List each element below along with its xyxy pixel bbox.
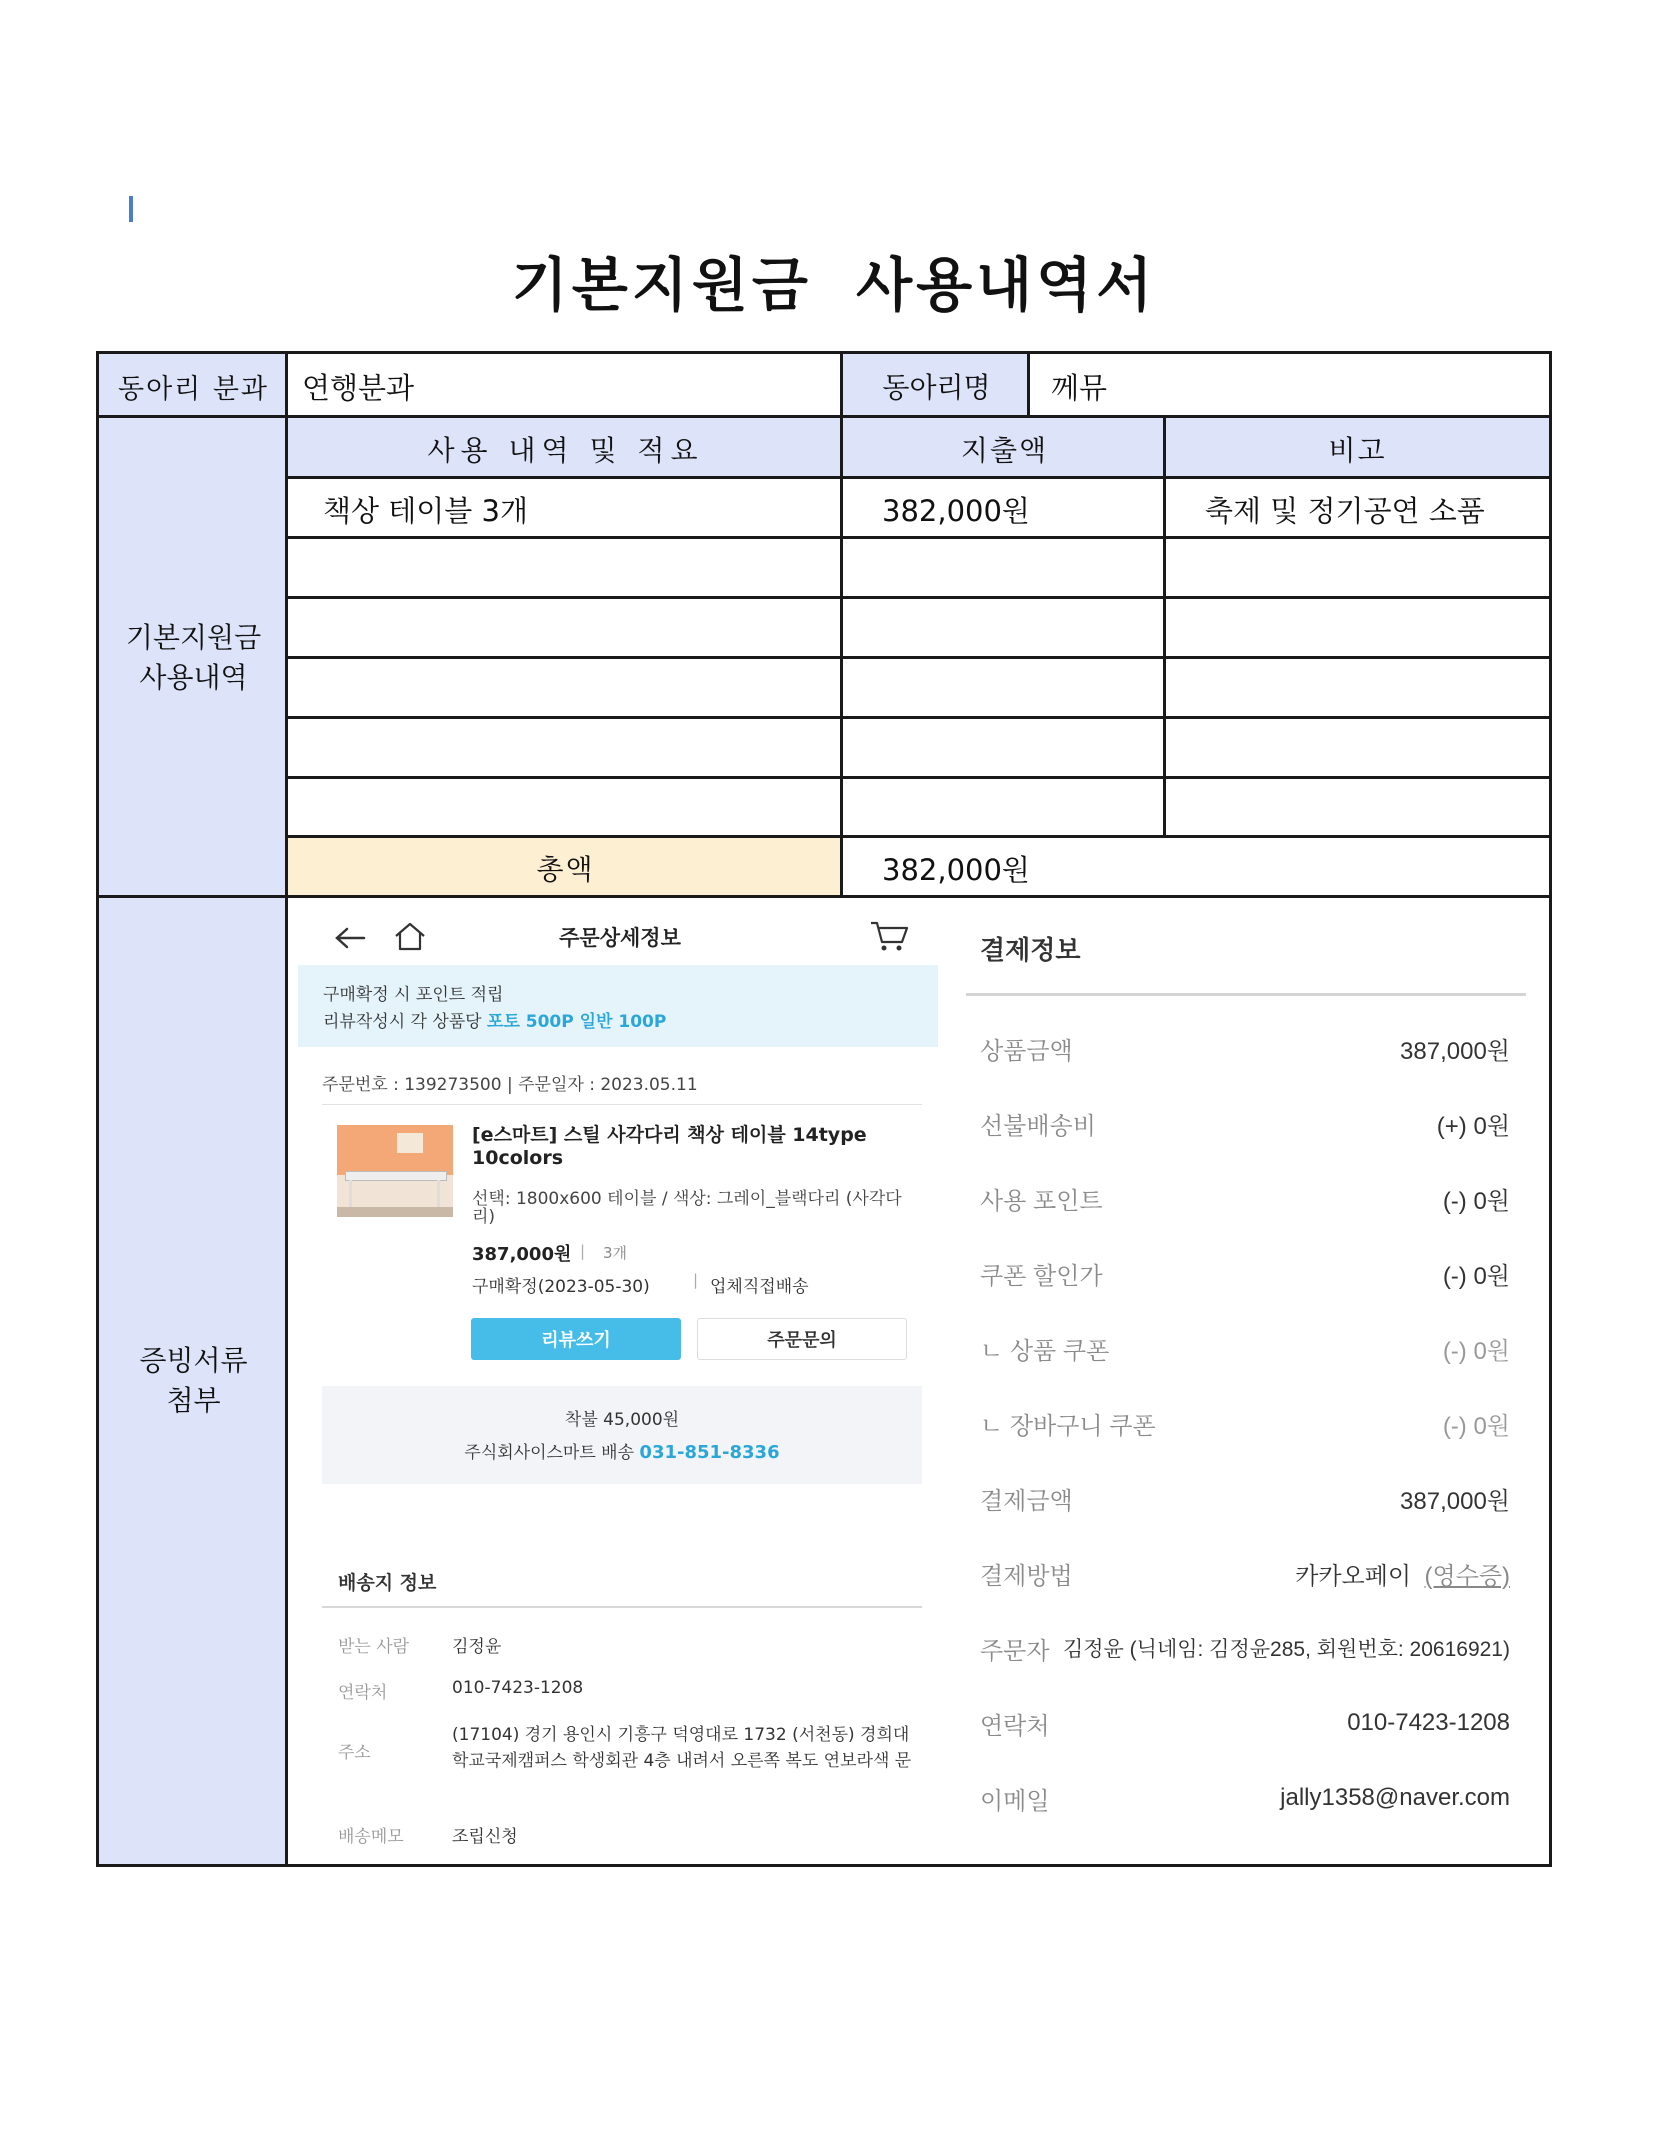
back-arrow-icon[interactable] [332,924,368,952]
payment-row [980,1403,1510,1443]
usage-row-amount: 382,000원 [882,493,1030,528]
product-option: 선택: 1800x600 테이블 / 색상: 그레이_블랙다리 (사각다리) [472,1189,902,1227]
order-page-title: 주문상세정보 [559,926,681,950]
product-name[interactable]: [e스마트] 스틸 사각다리 책상 테이블 14type 10colors [472,1124,867,1169]
club-name-label: 동아리명 [882,371,991,404]
payment-value: (+) 0원 [1436,1112,1510,1140]
club-name-value: 께뮤 [1051,370,1108,405]
thumbnail-leg [437,1180,440,1210]
grid-line [840,354,843,898]
receipt-link[interactable]: (영수증) [1424,1562,1510,1590]
grid-line [99,415,1549,418]
grid-line [288,596,1549,599]
status-divider: | [693,1271,699,1289]
delivery-value: 010-7423-1208 [452,1678,584,1698]
grid-line [285,354,288,1864]
inquiry-button[interactable]: 주문문의 [697,1318,907,1360]
usage-row-item [323,719,833,779]
shipping-fee: 착불 45,000원 [564,1410,680,1430]
col-header-note: 비고 [1328,433,1387,467]
grid-line [288,536,1549,539]
grid-line [1027,354,1030,418]
payment-value: 010-7423-1208 [1347,1709,1510,1736]
delivery-value: 조립신청 [452,1827,518,1847]
thumbnail-floor [337,1207,453,1217]
payment-row [980,1703,1510,1743]
payment-row [980,1103,1510,1143]
payment-label: 결제금액 [980,1487,1073,1515]
usage-row-item [323,779,833,839]
payment-label: ㄴ 장바구니 쿠폰 [980,1412,1156,1440]
delivery-label: 연락처 [338,1683,388,1703]
usage-row-item: 책상 테이블 3개 [323,494,528,528]
usage-row-item [323,539,833,599]
payment-label: 연락처 [980,1712,1050,1740]
payment-value: (-) 0원 [1442,1187,1510,1215]
thumbnail-wall [337,1125,453,1175]
review-button[interactable]: 리뷰쓰기 [471,1318,681,1360]
payment-value: (-) 0원 [1442,1412,1510,1440]
banner-line-1: 구매확정 시 포인트 적립 [323,985,504,1005]
seller-info [322,1438,922,1463]
home-icon[interactable] [392,920,428,952]
payment-label: 결제방법 [980,1562,1073,1590]
cart-icon[interactable] [868,918,910,954]
order-status: 구매확정(2023-05-30) [472,1277,650,1297]
category-label: 동아리 분과 [118,373,269,405]
payment-row [980,1253,1510,1293]
product-qty: 3개 [603,1244,628,1262]
total-value: 382,000원 [882,852,1030,887]
payment-value: (-) 0원 [1442,1262,1510,1290]
banner-highlight: 포토 500P 일반 100P [487,1012,667,1032]
payment-row [980,1553,1510,1593]
usage-section-label: 기본지원금 사용내역 [125,621,262,694]
col-header-amount: 지출액 [960,433,1049,467]
payment-title: 결제정보 [980,935,1081,965]
payment-row [980,1478,1510,1518]
grid-line [288,716,1549,719]
usage-row-note: 축제 및 정기공연 소품 [1205,493,1485,528]
payment-method [1295,1556,1510,1591]
product-divider: | [580,1242,586,1260]
payment-value: 김정윤 (닉네임: 김정윤285, 회원번호: 20616921) [1062,1638,1510,1661]
document-title: 기본지원금 사용내역서 [511,251,1157,319]
payment-label: 사용 포인트 [980,1187,1103,1215]
grid-line [288,776,1549,779]
col-header-item: 사용 내역 및 적요 [427,433,704,467]
text-cursor [129,196,133,222]
divider [322,1606,922,1608]
delivery-info-title: 배송지 정보 [338,1572,437,1594]
product-thumbnail [337,1125,453,1217]
delivery-value: (17104) 경기 용인시 기흥구 덕영대로 1732 (서천동) 경희대학교국제캠퍼스 학생회관 4층 내려서 오른쪽 복도 연보라색 문 [452,1725,912,1771]
grid-line [99,895,1549,898]
payment-label: 주문자 [980,1637,1050,1665]
total-label: 총액 [536,853,595,886]
grid-line [1163,418,1166,838]
banner-line-2 [323,1007,666,1032]
seller-phone[interactable]: 031-851-8336 [639,1442,780,1463]
divider [966,993,1526,996]
divider [322,1104,922,1105]
usage-row-item [323,599,833,659]
payment-label: ㄴ 상품 쿠폰 [980,1337,1110,1365]
payment-value: 387,000원 [1400,1037,1510,1065]
payment-row [980,1328,1510,1368]
product-price: 387,000원 [472,1244,572,1265]
delivery-label: 배송메모 [338,1827,404,1847]
grid-line [288,476,1549,479]
payment-label: 선불배송비 [980,1112,1096,1140]
payment-row [980,1628,1510,1668]
payment-label: 쿠폰 할인가 [980,1262,1103,1290]
seller-name: 주식회사이스마트 배송 [464,1443,640,1463]
payment-row [980,1778,1510,1818]
delivery-value: 김정윤 [452,1637,502,1657]
payment-value: jally1358@naver.com [1280,1784,1510,1811]
payment-value: 387,000원 [1400,1487,1510,1515]
payment-row [980,1178,1510,1218]
payment-value: 카카오페이 [1295,1562,1412,1590]
category-value: 연행분과 [302,370,415,405]
thumbnail-frame [397,1133,423,1153]
payment-row [980,1028,1510,1068]
points-banner [298,965,938,1047]
usage-row-item [323,659,833,719]
grid-line [288,656,1549,659]
delivery-type: 업체직접배송 [710,1277,809,1297]
delivery-label: 주소 [338,1743,371,1763]
payment-label: 상품금액 [980,1037,1073,1065]
order-meta: 주문번호 : 139273500 | 주문일자 : 2023.05.11 [322,1075,698,1095]
thumbnail-leg [349,1180,352,1210]
payment-label: 이메일 [980,1787,1050,1815]
seller-box [322,1386,922,1484]
grid-line [288,835,1549,838]
payment-value: (-) 0원 [1442,1337,1510,1365]
banner-text: 리뷰작성시 각 상품당 [323,1012,488,1032]
evidence-section-label: 증빙서류 첨부 [139,1344,248,1417]
thumbnail-tabletop [345,1171,447,1181]
delivery-label: 받는 사람 [338,1637,410,1657]
